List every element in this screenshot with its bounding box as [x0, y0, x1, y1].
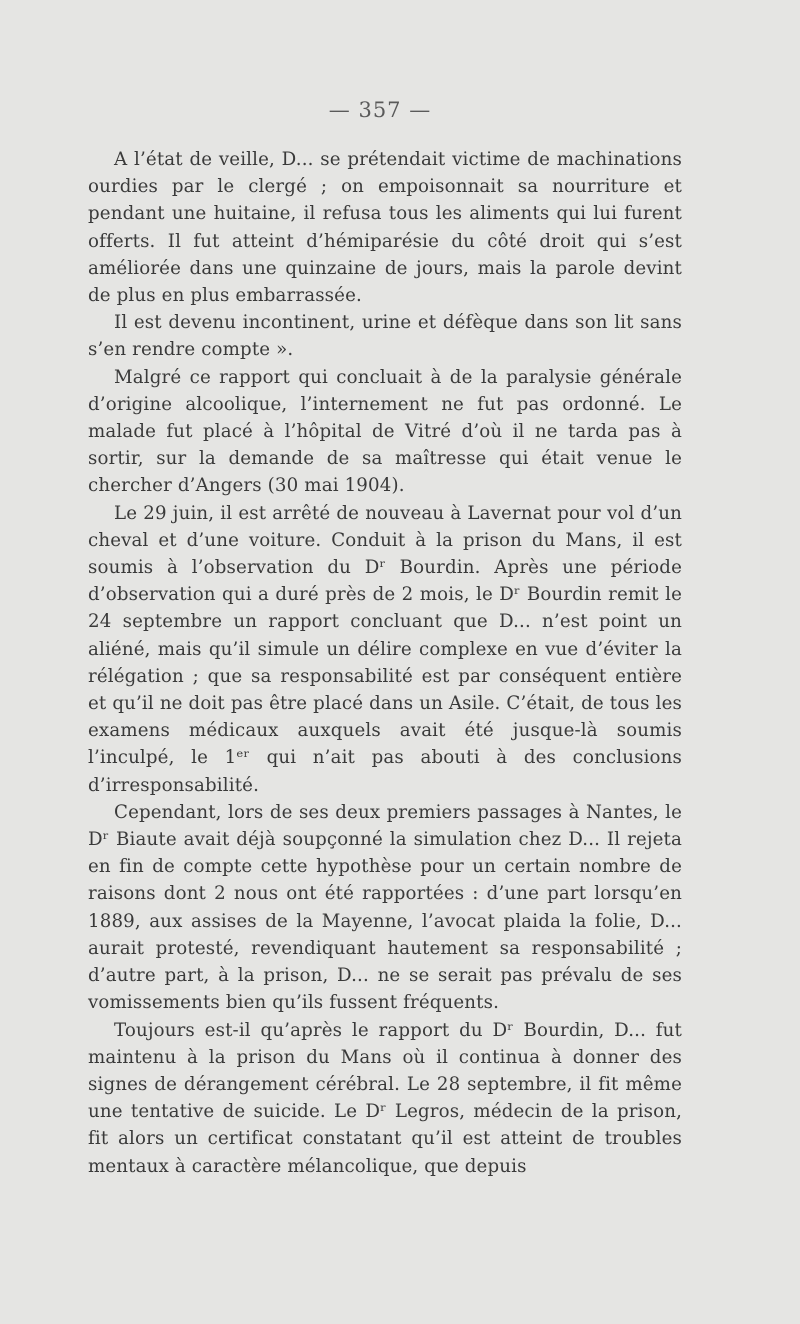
- paragraph: Toujours est-il qu’après le rapport du Dʳ Bourdin, D... fut maintenu à la prison du Mans où il continua à donner des signes de dérangement cérébral. Le 28 septembre, il fit même une tentative de suicide. Le Dʳ Legros, médecin de la prison, fit alors un certificat constatant qu’il est atteint de troubles mentaux à caractère mélancolique, que depuis: [88, 1019, 682, 1177]
- paragraph: Le 29 juin, il est arrêté de nouveau à Lavernat pour vol d’un cheval et d’une voiture. Conduit à la prison du Mans, il est soumis à l’observation du Dʳ Bourdin. Après une période d’observation qui a duré près de 2 mois, le Dʳ Bourdin remit le 24 septembre un rapport concluant que D... n’est point un aliéné, mais qu’il simule un délire complexe en vue d’éviter la rélégation ; que sa responsabilité est par conséquent entière et qu’il ne doit pas être placé dans un Asile. C’était, de tous les examens médicaux auxquels avait été jusque-là soumis l’inculpé, le 1ᵉʳ qui n’ait pas abouti à des conclusions d’irresponsabilité.: [88, 502, 682, 796]
- page-number: — 357 —: [328, 98, 432, 122]
- paragraph: Cependant, lors de ses deux premiers passages à Nantes, le Dʳ Biaute avait déjà soupçonné la simulation chez D... Il rejeta en fin de compte cette hypothèse pour un certain nombre de raisons dont 2 nous ont été rapportées : d’une part lorsqu’en 1889, aux assises de la Mayenne, l’avocat plaida la folie, D... aurait protesté, revendiquant hautement sa responsabilité ; d’autre part, à la prison, D... ne se serait pas prévalu de ses vomissements bien qu’ils fussent fréquents.: [88, 801, 682, 1014]
- body-text: [88, 146, 682, 1180]
- paragraph: Malgré ce rapport qui concluait à de la paralysie générale d’origine alcoolique, l’internement ne fut pas ordonné. Le malade fut placé à l’hôpital de Vitré d’où il ne tarda pas à sortir, sur la demande de sa maîtresse qui était venue le chercher d’Angers (30 mai 1904).: [88, 366, 682, 497]
- paragraph: A l’état de veille, D... se prétendait victime de machinations ourdies par le clergé ; on empoisonnait sa nourriture et pendant une huitaine, il refusa tous les aliments qui lui furent offerts. Il fut atteint d’hémiparésie du côté droit qui s’est améliorée dans une quinzaine de jours, mais la parole devint de plus en plus embarrassée.: [88, 149, 682, 307]
- paragraph: Il est devenu incontinent, urine et défèque dans son lit sans s’en rendre compte ».: [88, 312, 682, 361]
